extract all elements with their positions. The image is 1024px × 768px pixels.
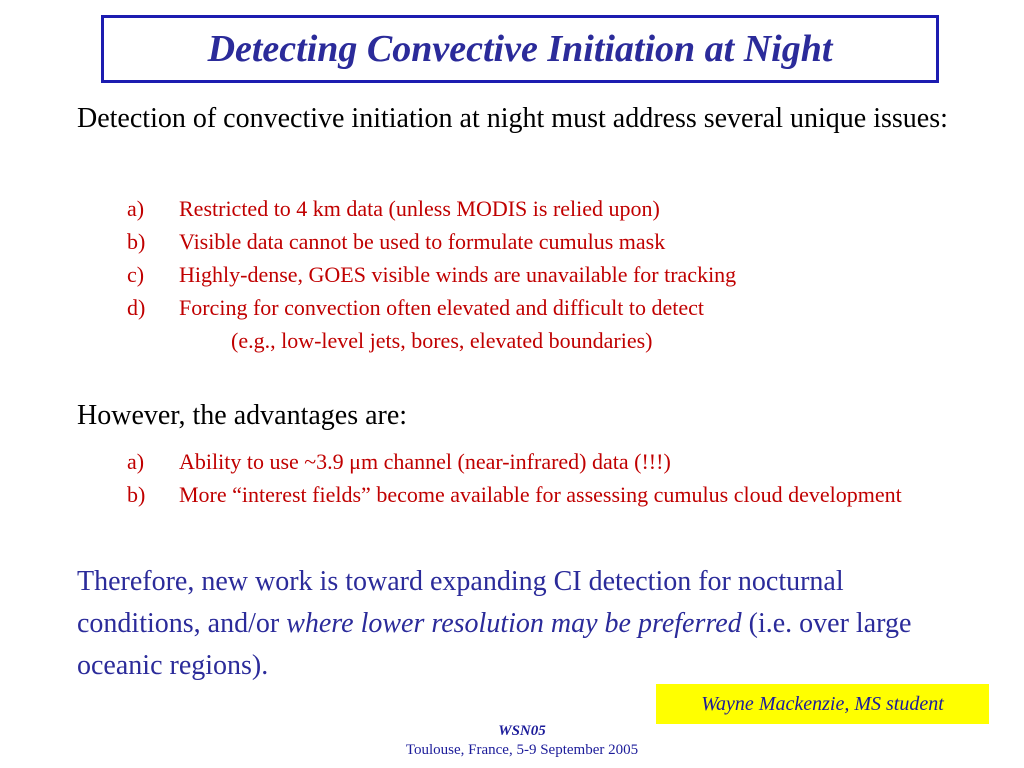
advantages-list <box>127 445 987 511</box>
issues-list <box>127 192 987 357</box>
author-credit: Wayne Mackenzie, MS student <box>656 684 989 724</box>
list-marker: b) <box>127 482 146 507</box>
list-item-text: Highly-dense, GOES visible winds are unavailable for tracking <box>179 262 737 287</box>
advantages-heading: However, the advantages are: <box>77 400 408 431</box>
slide-title: Detecting Convective Initiation at Night <box>207 28 833 70</box>
footer <box>0 722 1024 760</box>
list-item <box>127 258 987 291</box>
list-item-continuation: (e.g., low-level jets, bores, elevated boundaries) <box>231 328 653 353</box>
list-marker: d) <box>127 295 146 320</box>
conclusion-text <box>77 561 957 687</box>
conclusion-part1: Therefore, new work is toward expanding CI detection for nocturnal conditions, and/or <box>77 566 844 639</box>
list-item <box>127 291 987 324</box>
title-box <box>101 15 939 83</box>
list-item-text: Forcing for convection often elevated and difficult to detect <box>179 295 704 320</box>
list-marker: b) <box>127 229 146 254</box>
footer-event: WSN05 <box>498 723 546 739</box>
list-marker: a) <box>127 196 145 221</box>
list-marker: c) <box>127 262 145 287</box>
conclusion-emphasis: where lower resolution may be preferred <box>286 608 742 639</box>
list-item-text: Ability to use ~3.9 μm channel (near-infrared) data (!!!) <box>179 449 671 474</box>
list-item <box>127 192 987 225</box>
list-marker: a) <box>127 449 145 474</box>
list-item-text: Restricted to 4 km data (unless MODIS is relied upon) <box>179 196 660 221</box>
list-item-text: More “interest fields” become available for assessing cumulus cloud development <box>179 482 902 507</box>
intro-text: Detection of convective initiation at night must address several unique issues: <box>77 103 948 134</box>
list-item <box>127 445 987 478</box>
list-item <box>127 478 987 511</box>
list-item-text: Visible data cannot be used to formulate cumulus mask <box>179 229 666 254</box>
conclusion-part2: (i.e. over large oceanic regions). <box>77 608 912 681</box>
list-item <box>127 225 987 258</box>
footer-location: Toulouse, France, 5-9 September 2005 <box>405 742 639 758</box>
